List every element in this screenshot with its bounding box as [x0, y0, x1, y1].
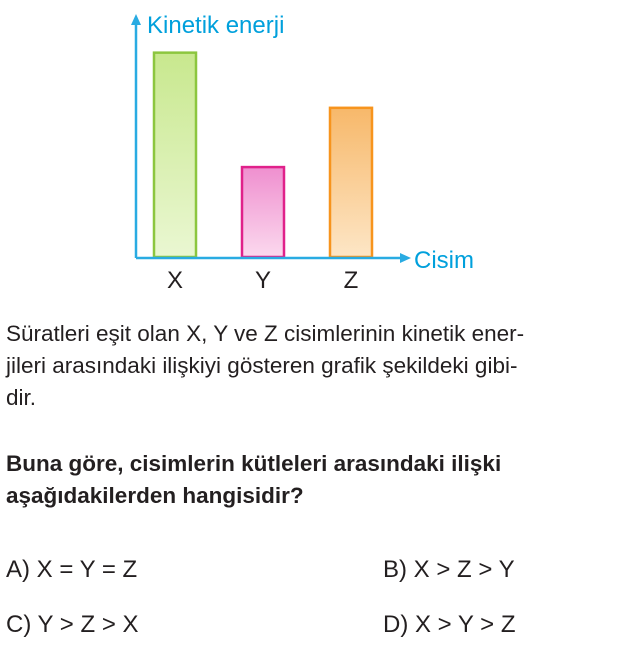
tick-label-x: X	[166, 267, 184, 294]
x-axis-arrowhead	[400, 253, 411, 263]
option-d[interactable]: D) X > Y > Z	[383, 611, 516, 638]
category-tick-labels	[167, 267, 358, 294]
question-text	[6, 318, 610, 414]
question-line-1: Süratleri eşit olan X, Y ve Z cisimlerinin kinetik ener-	[6, 321, 525, 346]
y-axis-label: Kinetik enerji	[147, 12, 285, 39]
option-c[interactable]: C) Y > Z > X	[6, 611, 139, 638]
question-line-3: dir.	[6, 385, 37, 410]
bar-y	[242, 167, 284, 257]
option-b[interactable]: B) X > Z > Y	[383, 556, 515, 583]
option-a[interactable]: A) X = Y = Z	[6, 556, 138, 583]
bar-z	[330, 108, 372, 257]
tick-label-y: Y	[254, 267, 272, 294]
bar-x	[154, 53, 196, 257]
kinetic-energy-bar-chart	[0, 0, 617, 300]
bars	[154, 53, 372, 257]
question-line-2: jileri arasındaki ilişkiyi gösteren grafik şekildeki gibi-	[6, 353, 518, 378]
prompt-line-1: Buna göre, cisimlerin kütleleri arasındaki ilişki	[6, 451, 502, 476]
x-axis-label: Cisim	[414, 247, 474, 274]
y-axis-arrowhead	[131, 14, 141, 25]
prompt-line-2: aşağıdakilerden hangisidir?	[6, 483, 304, 508]
question-prompt	[6, 448, 610, 512]
tick-label-z: Z	[343, 267, 359, 294]
